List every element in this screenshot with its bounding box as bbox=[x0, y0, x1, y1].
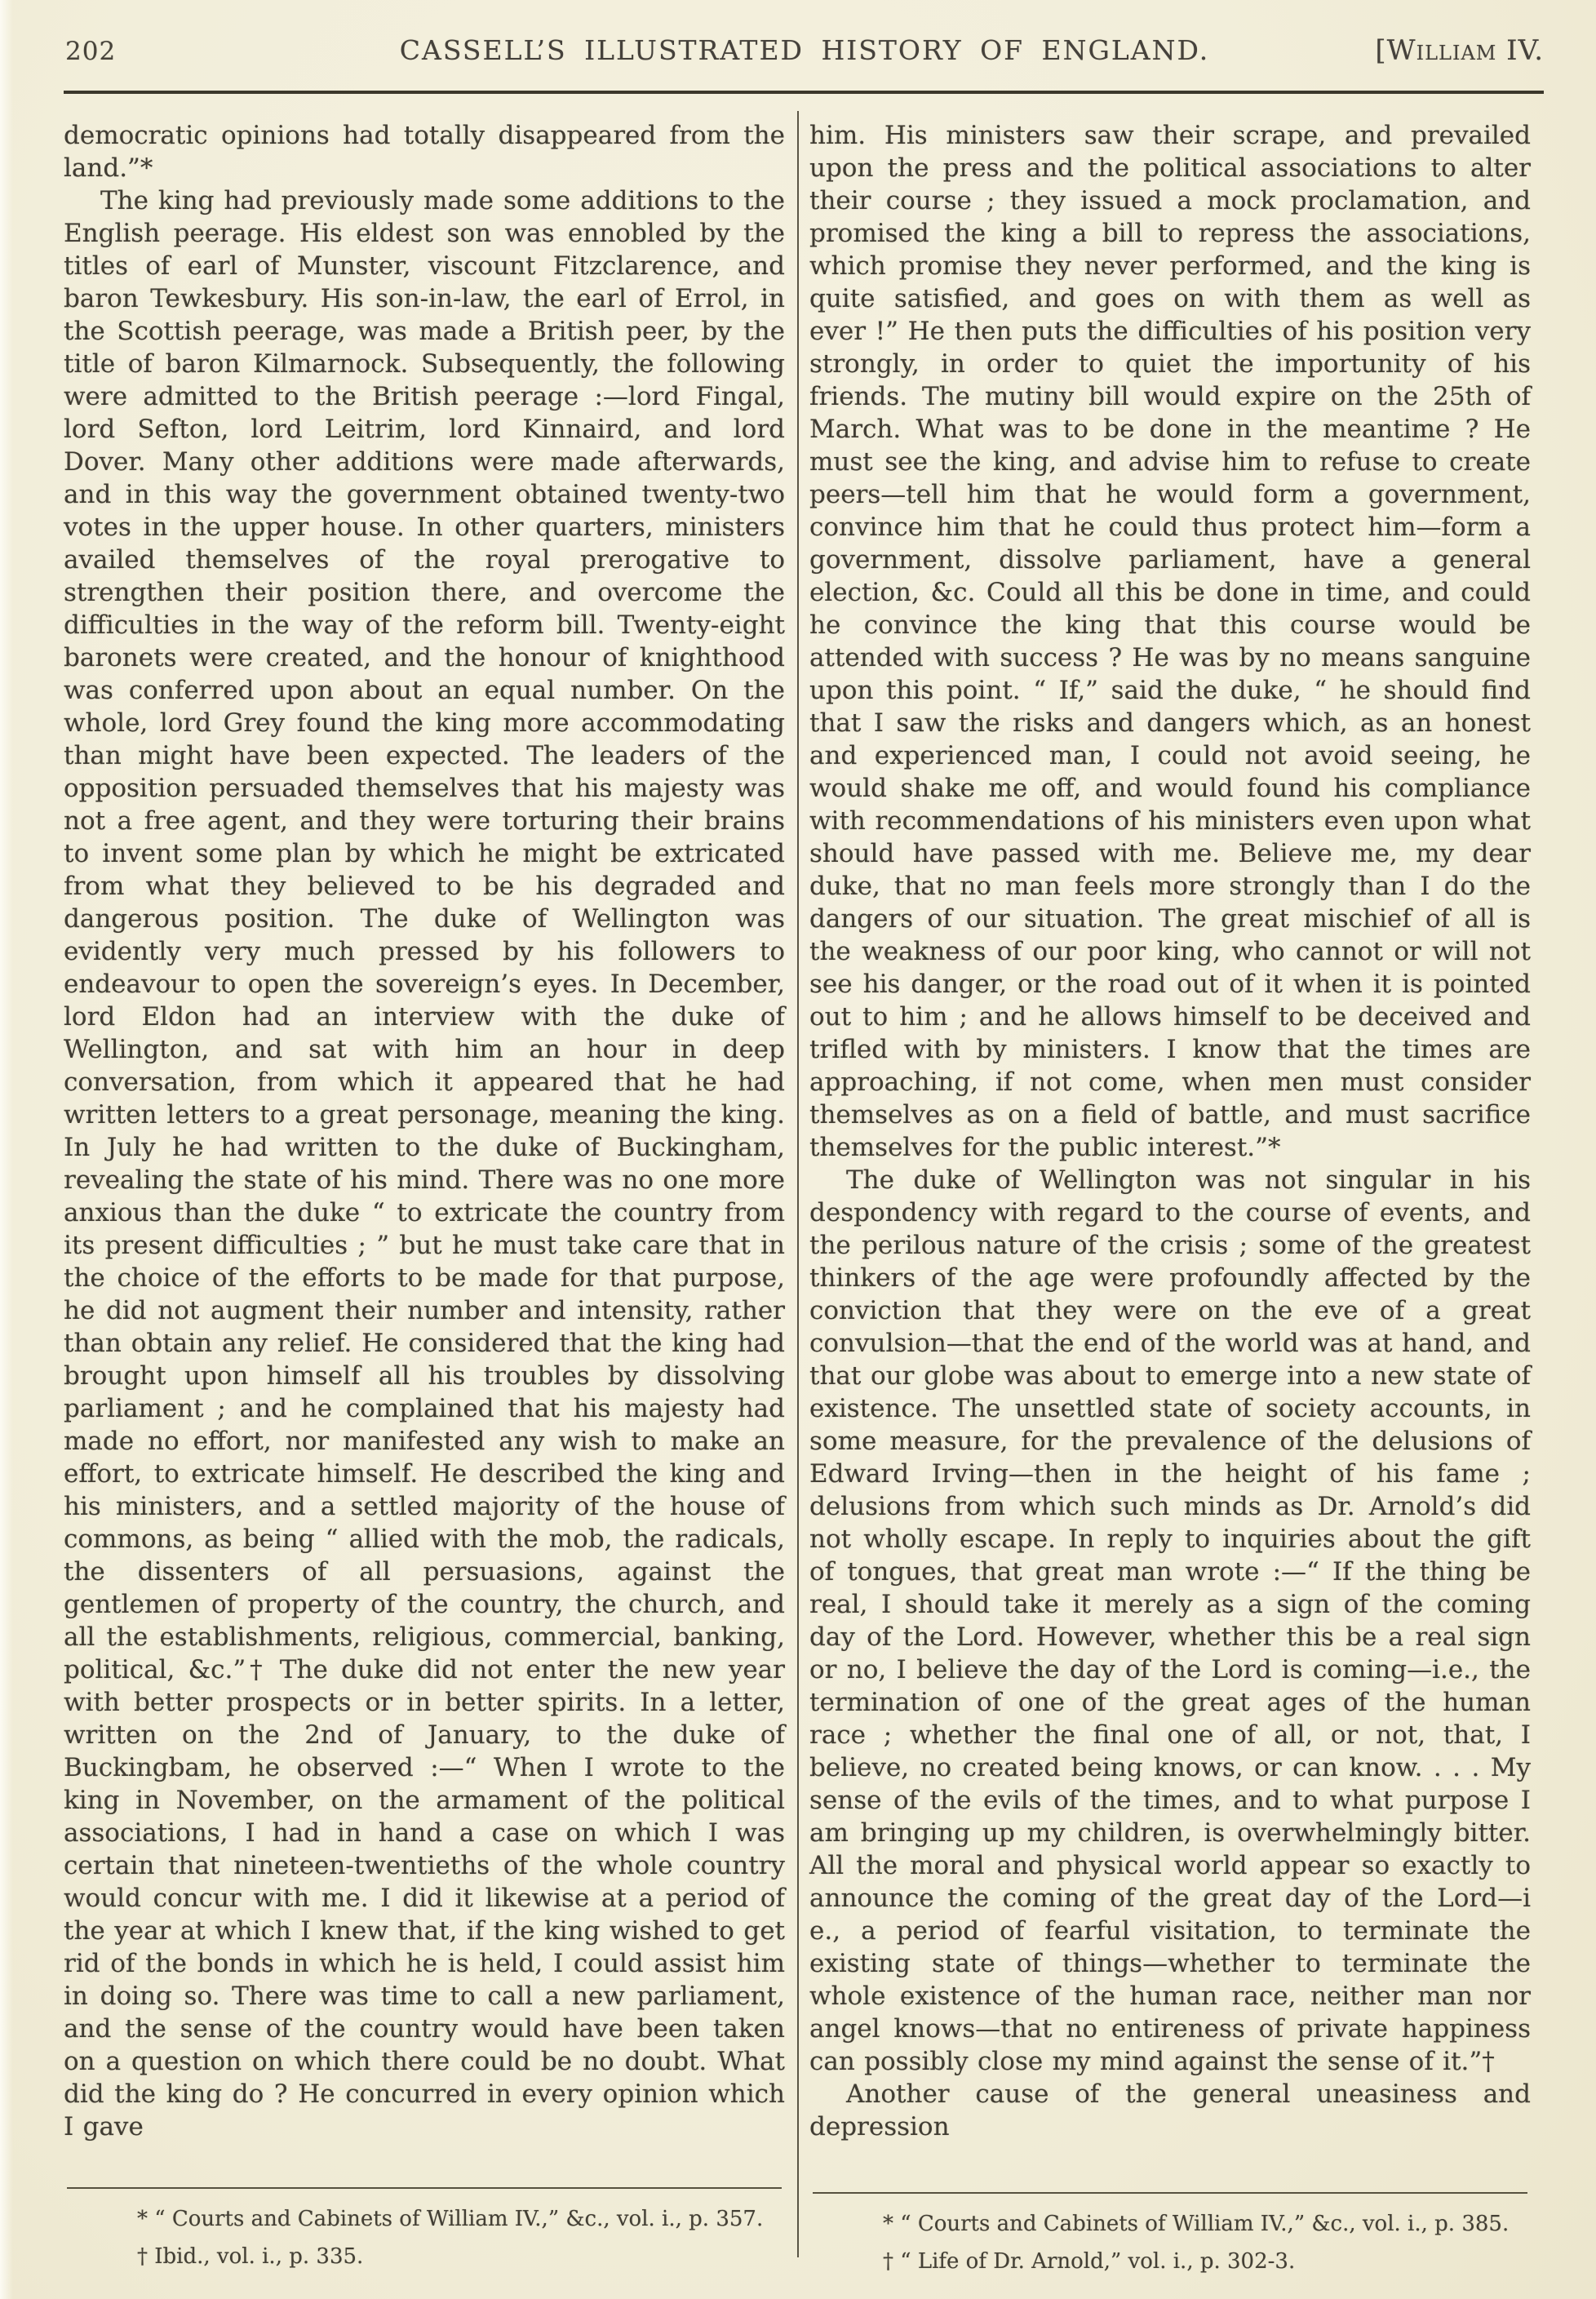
right-footnotes bbox=[809, 2192, 1531, 2280]
paragraph: The king had previously made some additions to the English peerage. His eldest son was ennobled by the titles of earl of Munster, viscount Fitzclarence, and baron Tewkesbury. His son-in-law, the earl of Errol, in the Scottish peerage, was made a British peer, by the title of baron Kilmarnock. Subsequently, the following were admitted to the British peerage :—lord Fingal, lord Sefton, lord Leitrim, lord Kinnaird, and lord Dover. Many other additions were made afterwards, and in this way the government obtained twenty-two votes in the upper house. In other quarters, ministers availed themselves of the royal prerogative to strengthen their position there, and overcome the difficulties in the way of the reform bill. Twenty-eight baronets were created, and the honour of knighthood was conferred upon about an equal number. On the whole, lord Grey found the king more accommodating than might have been expected. The leaders of the opposition persuaded themselves that his majesty was not a free agent, and they were torturing their brains to invent some plan by which he might be extricated from what they believed to be his degraded and dangerous position. The duke of Wellington was evidently very much pressed by his followers to endeavour to open the sovereign’s eyes. In December, lord Eldon had an interview with the duke of Wellington, and sat with him an hour in deep conversation, from which it appeared that he had written letters to a great personage, meaning the king. In July he had written to the duke of Buckingham, revealing the state of his mind. There was no one more anxious than the duke “ to extricate the country from its present difficulties ; ” but he must take care that in the choice of the efforts to be made for that purpose, he did not augment their number and intensity, rather than obtain any relief. He considered that the king had brought upon himself all his troubles by dissolving parliament ; and he complained that his majesty had made no effort, nor manifested any wish to make an effort, to extricate himself. He described the king and his ministers, and a settled majority of the house of commons, as being “ allied with the mob, the radicals, the dissenters of all persuasions, against the gentlemen of property of the country, the church, and all the establishments, religious, commercial, banking, political, &c.”† The duke did not enter the new year with better prospects or in better spirits. In a letter, written on the 2nd of January, to the duke of Buckingbam, he observed :—“ When I wrote to the king in November, on the armament of the political associations, I had in hand a case on which I was certain that nineteen-twentieths of the whole country would concur with me. I did it likewise at a period of the year at which I knew that, if the king wished to get rid of the bonds in which he is held, I could assist him in doing so. There was time to call a new parliament, and the sense of the country would have been taken on a question on which there could be no doubt. What did the king do ? He concurred in every opinion which I gave bbox=[64, 186, 785, 2141]
page-number: 202 bbox=[65, 37, 117, 66]
left-footnotes bbox=[64, 2187, 785, 2275]
paragraph: The duke of Wellington was not singular in his despondency with regard to the course of events, and the perilous nature of the crisis ; some of the greatest thinkers of the age were profoundly affected by the conviction that they were on the eve of a great convulsion—that the end of the world was at hand, and that our globe was about to emerge into a new state of existence. The unsettled state of society accounts, in some measure, for the prevalence of the delusions of Edward Irving—then in the height of his fame ; delusions from which such minds as Dr. Arnold’s did not wholly escape. In reply to inquiries about the gift of tongues, that great man wrote :—“ If the thing be real, I should take it merely as a sign of the coming day of the Lord. However, whether this be a real sign or no, I believe the day of the Lord is coming—i.e., the termination of one of the great ages of the human race ; whether the final one of all, or not, that, I believe, no created being knows, or can know. . . . My sense of the evils of the times, and to what purpose I am bringing up my children, is overwhelmingly bitter. All the moral and physical world appear so exactly to announce the coming of the great day of the Lord—i e., a period of fearful visitation, to terminate the existing state of things—whether to terminate the whole existence of the human race, neither man nor angel knows—that no entireness of private happiness can possibly close my mind against the sense of it.”† bbox=[809, 1165, 1531, 2076]
page-header bbox=[65, 34, 1544, 67]
right-column bbox=[809, 119, 1531, 2143]
footnote: * “ Courts and Cabinets of William IV.,” &c., vol. i., p. 385. bbox=[883, 2212, 1510, 2236]
footnote: * “ Courts and Cabinets of William IV.,” &c., vol. i., p. 357. bbox=[137, 2207, 764, 2231]
footnote-rule bbox=[67, 2187, 782, 2189]
footnote: † “ Life of Dr. Arnold,” vol. i., p. 302-3. bbox=[883, 2249, 1296, 2274]
paragraph: Another cause of the general uneasiness and depression bbox=[809, 2079, 1531, 2141]
running-head-title: CASSELL’S ILLUSTRATED HISTORY OF ENGLAND. bbox=[399, 34, 1210, 66]
header-rule bbox=[64, 91, 1544, 94]
running-head-regnal: [William IV. bbox=[1375, 34, 1544, 67]
left-column bbox=[64, 119, 785, 2143]
column-divider bbox=[797, 111, 799, 2257]
paragraph: him. His ministers saw their scrape, and prevailed upon the press and the political associations to alter their course ; they issued a mock proclamation, and promised the king a bill to repress the associations, which promise they never performed, and the king is quite satisfied, and goes on with them as well as ever !” He then puts the difficulties of his position very strongly, in order to quiet the importunity of his friends. The mutiny bill would expire on the 25th of March. What was to be done in the meantime ? He must see the king, and advise him to refuse to create peers—tell him that he would form a government, convince him that he could thus protect him—form a government, dissolve parliament, have a general election, &c. Could all this be done in time, and could he convince the king that this course would be attended with success ? He was by no means sanguine upon this point. “ If,” said the duke, “ he should find that I saw the risks and dangers which, as an honest and experienced man, I could not avoid seeing, he would shake me off, and would found his compliance with recommendations of his ministers even upon what should have passed with me. Believe me, my dear duke, that no man feels more strongly than I do the dangers of our situation. The great mischief of all is the weakness of our poor king, who cannot or will not see his danger, or the road out of it when it is pointed out to him ; and he allows himself to be deceived and trifled with by ministers. I know that the times are approaching, if not come, when men must consider themselves as on a field of battle, and must sacrifice themselves for the public interest.”* bbox=[809, 121, 1531, 1162]
paragraph: democratic opinions had totally disappeared from the land.”* bbox=[64, 121, 785, 183]
footnote-rule bbox=[813, 2192, 1527, 2194]
footnote: † Ibid., vol. i., p. 335. bbox=[137, 2244, 364, 2269]
